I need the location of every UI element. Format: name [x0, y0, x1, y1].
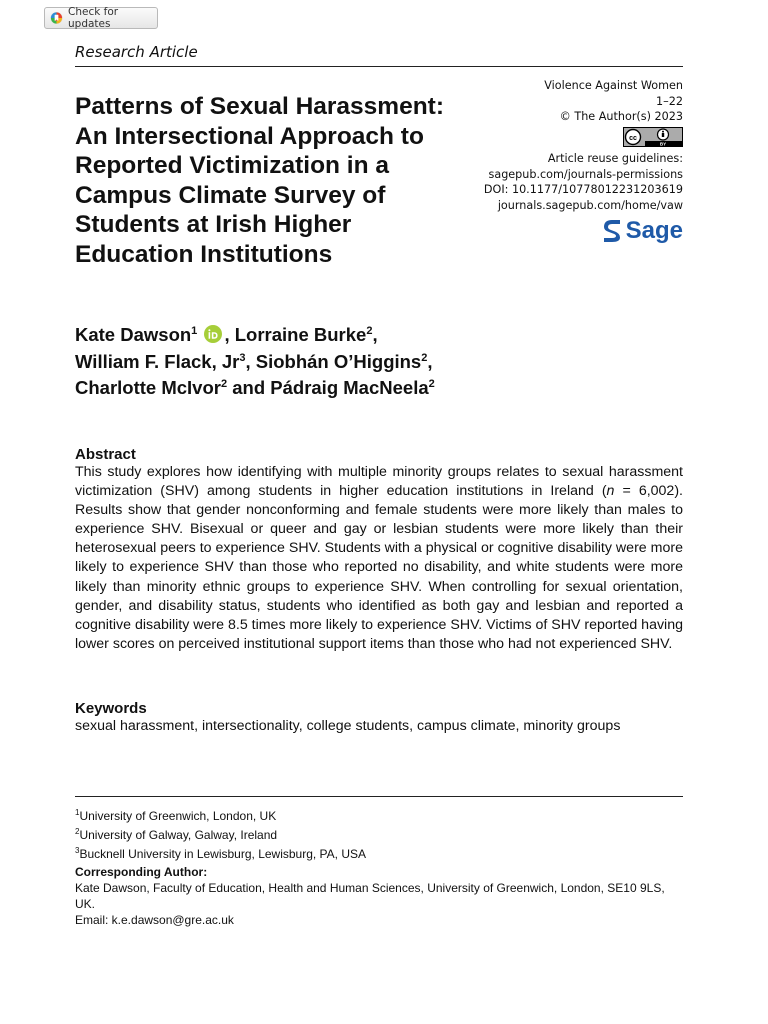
sample-size-symbol: n	[606, 483, 615, 500]
crossmark-icon	[50, 11, 63, 25]
title-line: Reported Victimization in a	[75, 152, 390, 179]
journal-homepage-link[interactable]: journals.sagepub.com/home/vaw	[497, 198, 683, 212]
title-line: Education Institutions	[75, 240, 333, 268]
title-line: Campus Climate Survey of	[75, 181, 386, 209]
keywords-section	[75, 700, 683, 736]
cc-by-license-icon[interactable]	[623, 127, 683, 147]
article-type: Research Article	[75, 43, 198, 61]
affiliation-item: $^2$University of Galway, Galway, Ireland	[75, 827, 278, 842]
corresponding-author-email[interactable]: Email: k.e.dawson@gre.ac.uk	[75, 913, 234, 927]
abstract-heading: Abstract	[75, 446, 136, 463]
keywords-text: sexual harassment, intersectionality, college students, campus climate, minority groups	[75, 718, 621, 734]
title-line: Students at Irish Higher	[75, 211, 352, 238]
author-name: Pádraig MacNeela	[270, 377, 429, 399]
title-line: Patterns of Sexual Harassment:	[75, 93, 444, 120]
affiliation-item: $^1$University of Greenwich, London, UK	[75, 808, 277, 823]
svg-text:cc: cc	[629, 134, 637, 142]
publisher-name: Sage	[625, 217, 683, 244]
author-affil-sup: 2	[220, 378, 228, 391]
copyright: © The Author(s) 2023	[559, 110, 683, 123]
footer-divider	[75, 796, 683, 797]
affiliation-item: $^3$Bucknell University in Lewisburg, Lewisburg, PA, USA	[75, 846, 367, 861]
author-name: Kate Dawson	[75, 324, 192, 346]
corresponding-author-heading: Corresponding Author:	[75, 865, 208, 879]
check-for-updates-button[interactable]	[44, 7, 158, 29]
article-title	[75, 92, 515, 269]
title-line: An Intersectional Approach to	[75, 122, 424, 150]
author-name: Charlotte McIvor	[75, 377, 221, 399]
reuse-guidelines-link[interactable]: sagepub.com/journals-permissions	[488, 167, 683, 181]
author-affil-sup: 2	[428, 378, 435, 391]
author-name: Lorraine Burke	[234, 324, 367, 346]
author-affil-sup: 1	[191, 325, 198, 337]
corresponding-author-address: Kate Dawson, Faculty of Education, Health and Human Sciences, University of Greenwich, London, SE10 9LS, UK.	[75, 881, 665, 911]
doi[interactable]: DOI: 10.1177/10778012231203619	[483, 183, 683, 196]
journal-name: Violence Against Women	[544, 79, 683, 92]
journal-pages: 1–22	[656, 94, 683, 108]
sage-s-icon	[602, 218, 622, 244]
corresponding-author	[75, 864, 683, 928]
check-for-updates-label: Check for updates	[68, 6, 119, 30]
author-and: and	[232, 377, 266, 399]
affiliations	[75, 805, 683, 862]
author-affil-sup: 2	[421, 351, 428, 364]
author-name: William F. Flack, Jr	[75, 350, 240, 372]
author-list: Kate Dawson$^1$ , Lorraine Burke$^2$, William F. Flack, Jr$^3$, Siobhán O’Higgins$^2$, Charlotte McIvor$^2$ and Pádraig MacNeela$^2$	[75, 324, 435, 399]
svg-text:BY: BY	[659, 140, 667, 146]
header-divider	[75, 66, 683, 67]
author-affil-sup: 2	[366, 325, 373, 337]
author-name: Siobhán O’Higgins	[255, 350, 422, 372]
abstract-text: This study explores how identifying with multiple minority groups relates to sexual harassment victimization (SHV) among students in higher education institutions in Ireland (n = 6,002). Results show that gender nonconforming and female students were more likely than males to experience SHV. Bisexual or queer and gay or lesbian students were more likely than their heterosexual peers to experience SHV. Students with a physical or cognitive disability were more likely to experience SHV than those who reported no disability, and white students were more likely than minority ethnic groups to experience SHV. When controlling for sexual orientation, gender, and disability status, students who identified as both gay and lesbian and reported a cognitive disability were 8.5 times more likely to experience SHV. Victims of SHV reported having lower scores on perceived institutional support items than those who had not experienced SHV.	[75, 464, 683, 652]
orcid-icon[interactable]	[204, 325, 222, 343]
keywords-heading: Keywords	[75, 700, 147, 717]
abstract-section	[75, 446, 683, 654]
sage-logo	[602, 217, 683, 245]
author-affil-sup: 3	[239, 351, 246, 364]
reuse-guidelines-label: Article reuse guidelines:	[547, 152, 683, 165]
